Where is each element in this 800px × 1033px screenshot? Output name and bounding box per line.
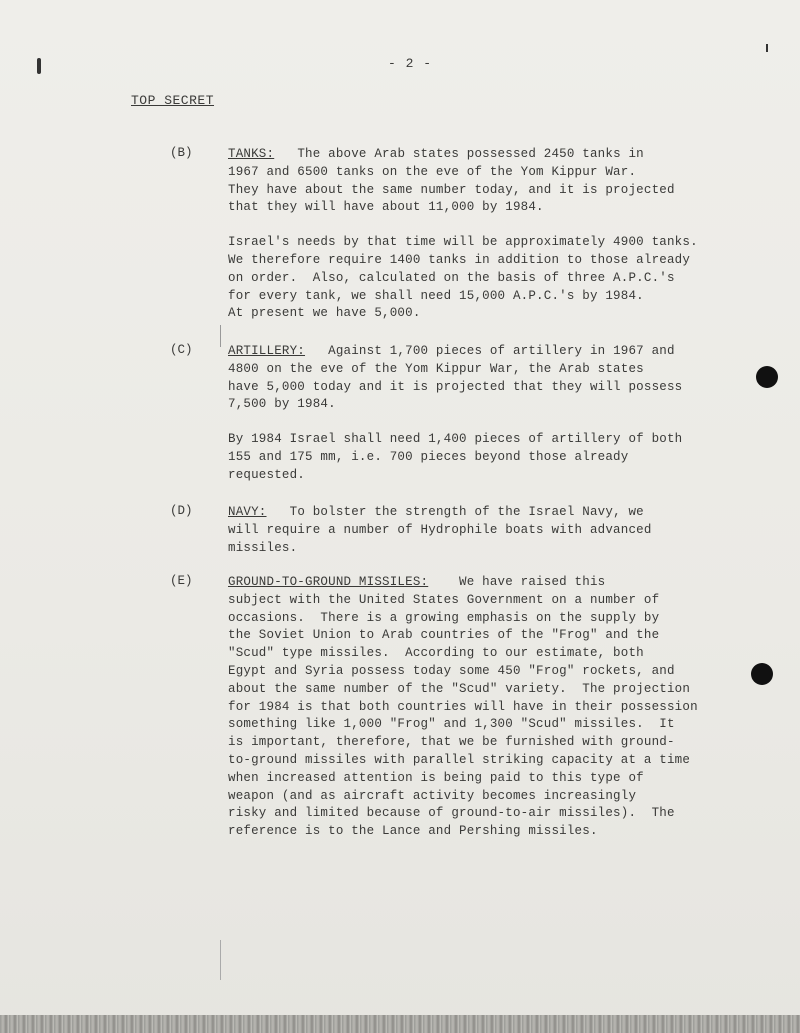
paragraph-text: subject with the United States Government on a number of occasions. There is a growing emphasis on the supply by the Soviet Union to Arab countries of the "Frog" and the "Scud" type missiles. According to our estimate, both Egypt and Syria possess today some 450 "Frog" rockets, and about the same number of the "Scud" variety. The projection for 1984 is that both countries will have in their possession something like 1,000 "Frog" and 1,300 "Scud" missiles. It is important, therefore, that we be furnished with ground- to-ground missiles with parallel striking capacity at a time when increased attention is being paid to this type of weapon (and as aircraft activity becomes increasingly risky and limited because of ground-to-air missiles). The reference is to the Lance and Pershing missiles. [228,592,698,839]
section-letter: (B) [170,146,193,160]
paragraph-text: will require a number of Hydrophile boats with advanced missiles. [228,522,652,555]
paragraph-lead: Against 1,700 pieces of artillery in 1967 and [305,344,675,358]
section-letter: (E) [170,574,193,588]
paragraph [228,504,738,557]
section-body [228,504,738,557]
paragraph [228,574,738,841]
punch-hole [756,366,778,388]
paragraph: By 1984 Israel shall need 1,400 pieces of artillery of both 155 and 175 mm, i.e. 700 pieces beyond those already requested. [228,432,683,482]
paragraph: Israel's needs by that time will be approximately 4900 tanks. We therefore require 1400 tanks in addition to those already on order. Also, calculated on the basis of three A.P.C.'s for every tank, we shall need 15,000 A.P.C.'s by 1984. At present we have 5,000. [228,235,698,321]
classification-marking: TOP SECRET [131,93,215,108]
punch-hole [751,663,773,685]
section-heading: ARTILLERY: [228,344,306,358]
section-letter: (C) [170,343,193,357]
section-body [228,146,738,323]
section-heading: GROUND-TO-GROUND MISSILES: [228,575,429,589]
section-letter: (D) [170,504,193,518]
section-heading: TANKS: [228,147,275,161]
scan-mark [766,44,768,52]
paragraph-text: 4800 on the eve of the Yom Kippur War, the Arab states have 5,000 today and it is projected that they will possess 7,500 by 1984. [228,361,683,412]
section-heading: NAVY: [228,505,267,519]
page-number: - 2 - [387,56,432,71]
scan-edge [0,1015,800,1033]
paragraph [228,146,738,217]
paragraph-lead: We have raised this [428,575,606,589]
section-body [228,574,738,841]
section-body [228,343,738,485]
scan-mark [220,940,221,980]
paragraph-text: 1967 and 6500 tanks on the eve of the Yom Kippur War. They have about the same number today, and it is projected that they will have about 11,000 by 1984. [228,164,675,215]
paragraph-lead: The above Arab states possessed 2450 tanks in [274,147,644,161]
scan-mark [220,325,221,347]
paragraph [228,343,738,414]
scan-mark [37,58,41,74]
paragraph-lead: To bolster the strength of the Israel Navy, we [266,505,644,519]
